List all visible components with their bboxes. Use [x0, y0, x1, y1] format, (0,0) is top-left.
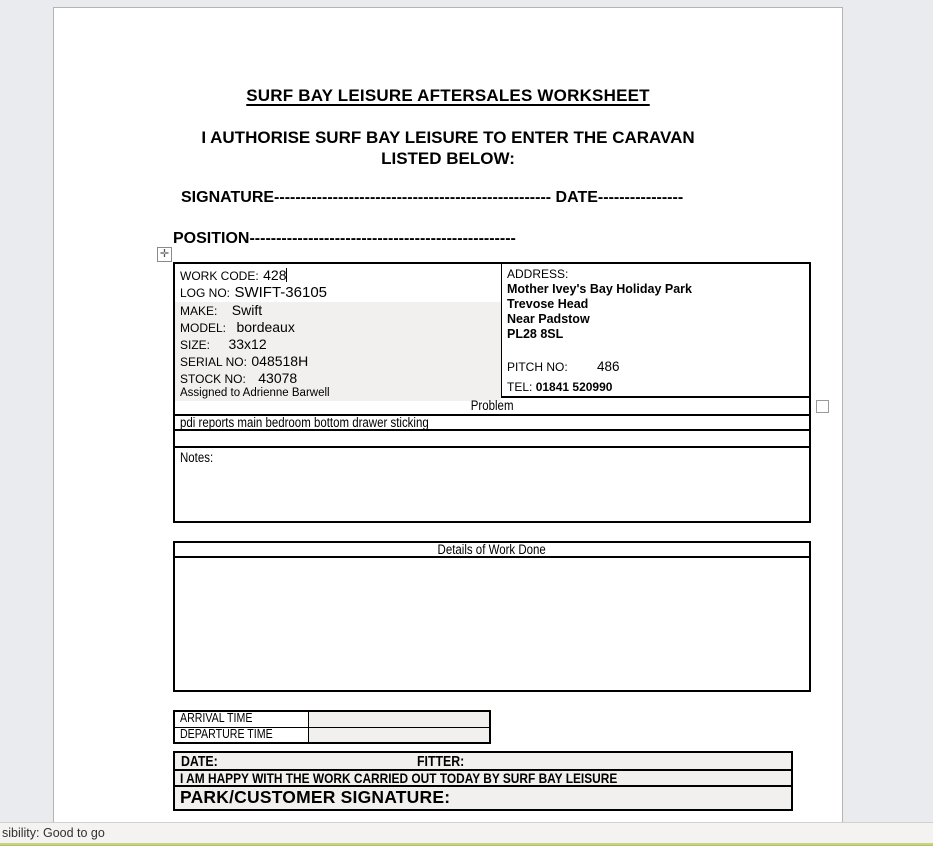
- departure-time-row: [175, 727, 489, 742]
- pitch-no-value[interactable]: 486: [597, 359, 620, 374]
- work-done-header: [173, 541, 811, 558]
- stock-no-value[interactable]: 43078: [258, 370, 298, 386]
- problem-header-label: Problem: [470, 398, 514, 413]
- customer-signature-label: PARK/CUSTOMER SIGNATURE:: [180, 787, 451, 807]
- signoff-table: [173, 751, 793, 811]
- work-code-label: WORK CODE:: [180, 269, 259, 283]
- vehicle-info-table: [173, 262, 811, 398]
- text-cursor: [286, 268, 287, 282]
- stock-no-label: STOCK NO:: [180, 372, 246, 386]
- size-value[interactable]: 33x12: [228, 336, 267, 352]
- departure-time-label-cell: [175, 728, 309, 742]
- happy-statement: I AM HAPPY WITH THE WORK CARRIED OUT TODAY BY SURF BAY LEISURE: [180, 770, 618, 786]
- arrival-time-field[interactable]: [309, 712, 489, 727]
- authorise-line-2: LISTED BELOW:: [381, 149, 515, 168]
- problem-empty-row[interactable]: [173, 431, 811, 448]
- customer-signature-row[interactable]: [175, 787, 791, 809]
- tel-label: TEL:: [507, 380, 533, 394]
- footer-fitter-label: FITTER:: [417, 754, 465, 770]
- tel-row: [507, 380, 612, 394]
- address-line-4: PL28 8SL: [507, 327, 564, 341]
- address-line-1: Mother Ivey's Bay Holiday Park: [507, 282, 692, 296]
- log-no-row[interactable]: [175, 285, 501, 302]
- make-row[interactable]: [175, 302, 501, 319]
- departure-time-label: DEPARTURE TIME: [180, 727, 273, 741]
- move-handle-glyph: ✛: [159, 248, 170, 260]
- model-value[interactable]: bordeaux: [236, 319, 295, 335]
- model-row[interactable]: [175, 319, 501, 336]
- size-label: SIZE:: [180, 338, 211, 352]
- work-code-row[interactable]: [175, 266, 501, 285]
- problem-entry-text: pdi reports main bedroom bottom drawer sticking: [180, 415, 429, 430]
- document-title: SURF BAY LEISURE AFTERSALES WORKSHEET: [246, 86, 650, 105]
- size-row[interactable]: [175, 336, 501, 353]
- serial-no-label: SERIAL NO:: [180, 355, 247, 369]
- arrival-time-row: [175, 712, 489, 727]
- model-label: MODEL:: [180, 321, 227, 335]
- times-table: [173, 710, 491, 744]
- address-label: ADDRESS:: [507, 267, 569, 281]
- work-done-header-label: Details of Work Done: [437, 542, 547, 557]
- footer-date-label: DATE:: [181, 754, 218, 770]
- log-no-value[interactable]: SWIFT-36105: [234, 284, 328, 301]
- tel-value: 01841 520990: [535, 380, 613, 394]
- pitch-no-label: PITCH NO:: [507, 360, 568, 374]
- notes-field[interactable]: [173, 448, 811, 523]
- departure-time-field[interactable]: [309, 728, 489, 742]
- stock-no-row[interactable]: [175, 370, 501, 387]
- address-line-2: Trevose Head: [507, 297, 589, 311]
- status-bar: [0, 822, 933, 843]
- table-move-handle-icon[interactable]: [157, 247, 172, 262]
- assigned-note: Assigned to Adrienne Barwell: [175, 387, 501, 401]
- work-code-value[interactable]: 428: [263, 267, 287, 283]
- happy-statement-row: [175, 771, 791, 787]
- arrival-time-label-cell: [175, 712, 309, 727]
- address-line-3: Near Padstow: [507, 312, 590, 326]
- problem-entry-field[interactable]: [173, 414, 811, 431]
- make-value[interactable]: Swift: [231, 302, 263, 318]
- pitch-no-row[interactable]: [507, 359, 809, 374]
- notes-label: Notes:: [180, 450, 214, 465]
- accessibility-status[interactable]: sibility: Good to go: [2, 826, 105, 840]
- authorise-statement: [54, 127, 842, 169]
- serial-no-value[interactable]: 048518H: [251, 353, 309, 369]
- vehicle-details-cell[interactable]: [175, 264, 502, 399]
- arrival-time-label: ARRIVAL TIME: [180, 711, 253, 725]
- serial-no-row[interactable]: [175, 353, 501, 370]
- date-fitter-row[interactable]: [175, 753, 791, 771]
- make-label: MAKE:: [180, 304, 218, 318]
- signature-date-line: SIGNATURE---------------------------------------------------- DATE----------------: [181, 189, 684, 206]
- log-no-label: LOG NO:: [180, 286, 231, 300]
- work-done-field[interactable]: [173, 558, 811, 692]
- document-page[interactable]: [53, 7, 843, 822]
- position-line: POSITION--------------------------------------------------: [173, 230, 516, 247]
- problem-section-header: [173, 398, 811, 414]
- address-cell[interactable]: [502, 264, 809, 396]
- table-resize-handle[interactable]: [816, 400, 829, 413]
- authorise-line-1: I AUTHORISE SURF BAY LEISURE TO ENTER THE CARAVAN: [201, 128, 695, 147]
